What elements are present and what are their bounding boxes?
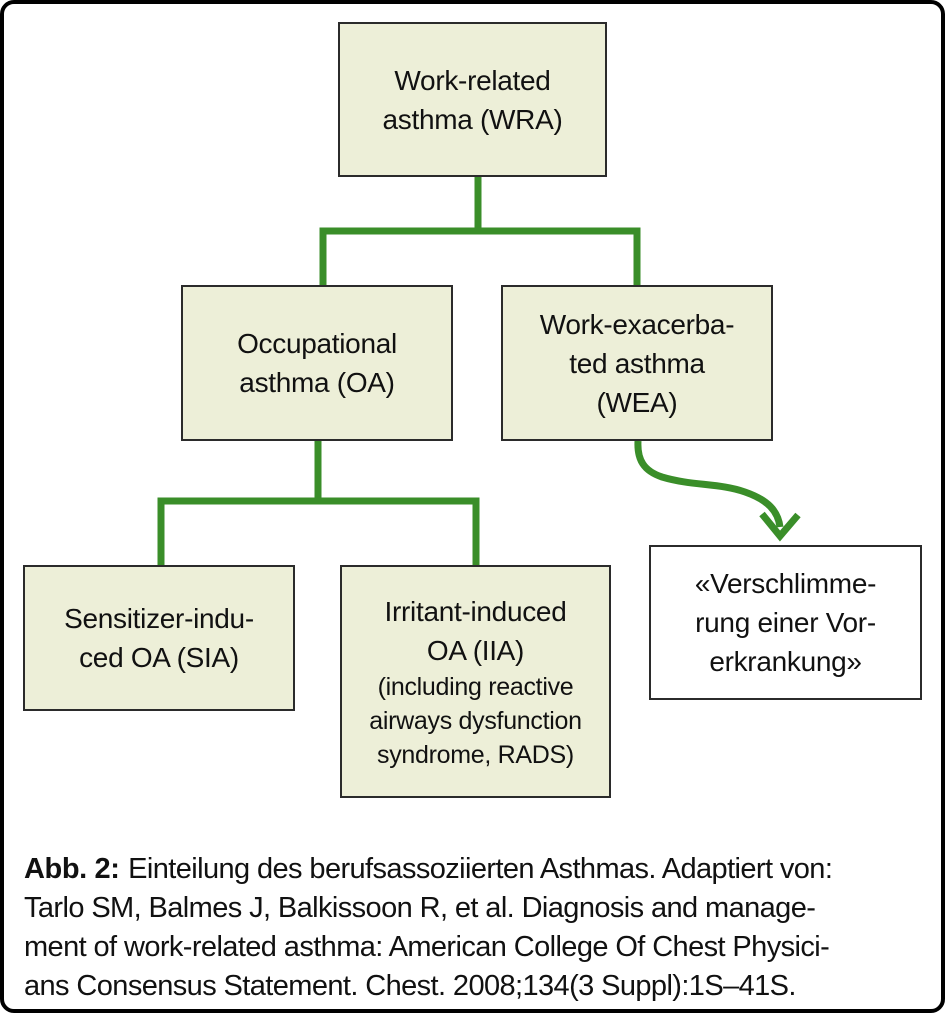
caption-text: Einteilung des berufsassoziierten Asthmas. Adaptiert von:: [128, 853, 833, 885]
node-text-line: (including reactive: [377, 672, 574, 701]
node-text-line: Work-exacerba-: [539, 308, 735, 340]
connector-wra-to-children: [323, 177, 637, 285]
caption-line: ans Consensus Statement. Chest. 2008;134(3 Suppl):1S–41S.: [24, 970, 796, 1002]
node-text-line: OA (IIA): [426, 634, 525, 666]
node-work-exacerbated-asthma: [501, 285, 773, 441]
node-text-line: erkrankung»: [709, 646, 862, 677]
node-text-line: ced OA (SIA): [79, 642, 239, 673]
caption-label: Abb. 2:: [24, 853, 120, 885]
flowchart-stage: [4, 4, 941, 1009]
node-text-line: asthma (WRA): [382, 103, 563, 135]
node-text-line: Work-related: [394, 64, 551, 96]
node-text-line: «Verschlimme-: [694, 568, 877, 599]
curved-arrow-wea-to-exacerbation: [638, 441, 780, 527]
caption-line: ment of work-related asthma: American College Of Chest Physici-: [24, 931, 830, 963]
node-work-related-asthma: [338, 22, 607, 177]
node-exacerbation-quote: [649, 545, 922, 700]
figure-caption: [24, 850, 930, 1006]
node-occupational-asthma: [181, 285, 453, 441]
caption-line: [24, 850, 930, 889]
node-text-line: syndrome, RADS): [377, 740, 574, 769]
node-text-line: airways dysfunction: [369, 706, 582, 735]
node-text-line: (WEA): [596, 386, 678, 418]
node-text-line: asthma (OA): [239, 367, 395, 398]
node-text-line: Irritant-induced: [384, 595, 567, 627]
caption-line: Tarlo SM, Balmes J, Balkissoon R, et al. Diagnosis and manage-: [24, 892, 816, 924]
node-text-line: Occupational: [237, 328, 397, 359]
node-irritant-induced-oa: [340, 565, 611, 798]
node-text-line: ted asthma: [569, 347, 705, 379]
node-text-line: Sensitizer-indu-: [64, 603, 254, 634]
node-text-line: rung einer Vor-: [695, 607, 876, 638]
node-sensitizer-induced-oa: [23, 565, 295, 711]
connector-oa-to-children: [161, 441, 476, 565]
